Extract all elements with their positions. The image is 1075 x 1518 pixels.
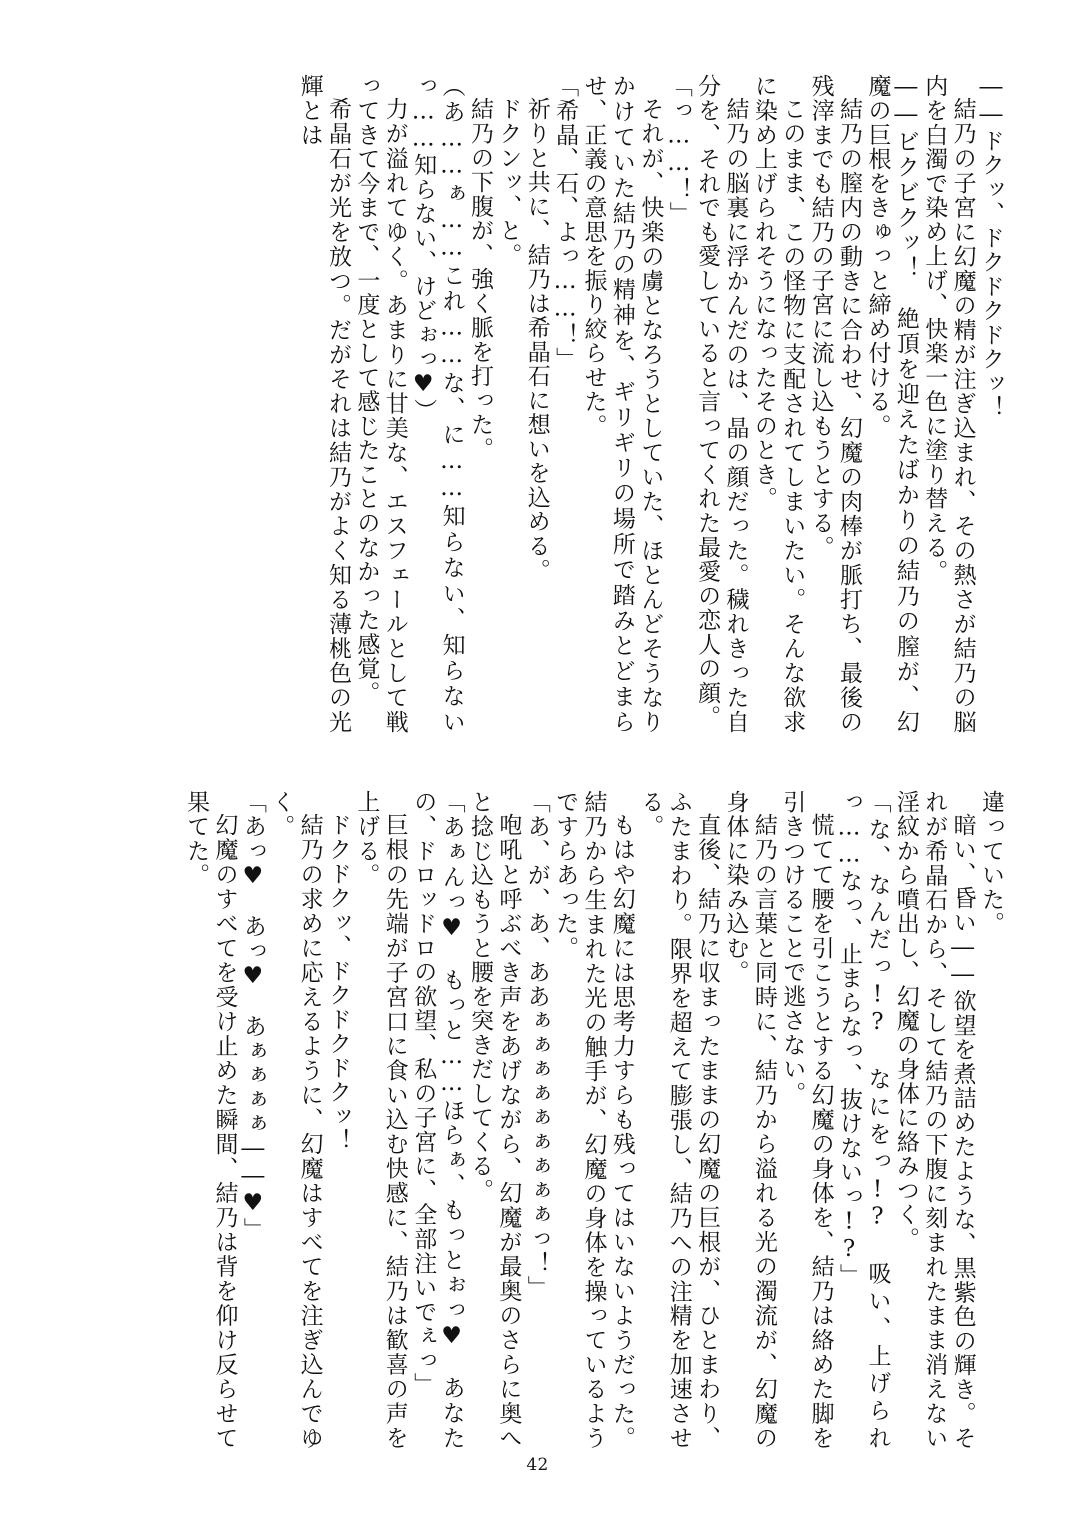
paragraph: 結乃の子宮に幻魔の精が注ぎ込まれ、その熱さが結乃の脳内を白濁で染め上げ、快楽一色に塗り替える。 <box>921 74 976 734</box>
paragraph: 暗い、昏い――欲望を煮詰めたような、黒紫色の輝き。それが希晶石から、そして結乃の下腹に刻まれたまま消えない淫紋から噴出し、幻魔の身体に絡みつく。 <box>892 790 976 1450</box>
paragraph: 巨根の先端が子宮口に食い込む快感に、結乃は歓喜の声を上げる。 <box>353 790 408 1450</box>
paragraph: 結乃の膣内の動きに合わせ、幻魔の肉棒が脈打ち、最後の残滓までも結乃の子宮に流し込もうとする。 <box>807 74 863 734</box>
paragraph: 「っ……！」 <box>665 74 692 226</box>
paragraph: それが、快楽の虜となろうとしていた、ほとんどそうなりかけていた結乃の精神を、ギリギリの場所で踏みとどまらせ、正義の意思を振り絞らせた。 <box>580 74 664 734</box>
paragraph: 結乃の下腹が、強く脈を打った。 <box>466 97 493 461</box>
paragraph: 幻魔のすべてを受け止めた瞬間、結乃は背を仰け反らせて果てた。 <box>183 790 238 1450</box>
paragraph: 結乃の言葉と同時に、結乃から溢れる光の濁流が、幻魔の身体に染み込む。 <box>722 790 777 1450</box>
paragraph: 結乃の脳裏に浮かんだのは、晶の顔だった。穢れきった自分を、それでも愛していると言ってくれた最愛の恋人の顔。 <box>694 74 749 734</box>
paragraph: このまま、この怪物に支配されてしまいたい。そんな欲求に染め上げられそうになったそのとき。 <box>750 74 806 734</box>
paragraph: 結乃の求めに応えるように、幻魔はすべてを注ぎ込んでゆく。 <box>268 790 323 1450</box>
paragraph: 力が溢れてゆく。あまりに甘美な、エスフェールとして戦ってきて今まで、一度として感じたことのなかった感覚。 <box>353 74 408 734</box>
paragraph: 「あ、が、あ、ああぁぁぁぁぁぁぁぁぁっ！」 <box>523 790 550 1300</box>
paragraph: 希晶石が光を放つ。だがそれは結乃がよく知る薄桃色の光輝とは <box>296 74 352 734</box>
paragraph: 直後、結乃に収まったままの幻魔の巨根が、ひとまわり、ふたまわり。限界を超えて膨張し、結乃への注精を加速させる。 <box>637 790 721 1450</box>
page-number: 42 <box>526 1455 549 1475</box>
paragraph: 「あっ♥ あっ♥ あぁぁぁぁ――♥」 <box>239 790 266 1242</box>
paragraph: 違っていた。 <box>978 790 1004 936</box>
paragraph: 慌てて腰を引こうとする幻魔の身体を、結乃は絡めた脚を引きつけることで逃さない。 <box>779 790 834 1450</box>
paragraph: 祈りと共に、結乃は希晶石に想いを込める。 <box>523 97 550 583</box>
upper-text-block <box>97 74 1005 734</box>
lower-text-block <box>97 790 1005 1450</box>
paragraph: ――ビクビクッ！ 絶頂を迎えたばかりの結乃の膣が、幻魔の巨根をきゅっと締め付ける。 <box>864 74 919 734</box>
paragraph: 咆吼と呼ぶべき声をあげながら、幻魔が最奥のさらに奥へと捻じ込もうと腰を突きだしてくる。 <box>466 790 522 1450</box>
paragraph: もはや幻魔には思考力すらも残ってはいないようだった。結乃から生まれた光の触手が、幻魔の身体を操っているようですらあった。 <box>552 790 635 1450</box>
paragraph: 「な、なんだっ!? なにをっ!? 吸い、上げられっ……なっ、止まらなっ、抜けないっ!?」 <box>836 790 891 1450</box>
paragraph: 「希晶、石、よっ……！」 <box>552 74 579 372</box>
paragraph: ドクドクッ、ドクドクドクッ！ <box>325 813 352 1153</box>
paragraph: ――ドクッ、ドクドクドクッ！ <box>978 74 1004 420</box>
paragraph: （あ……ぁ……これ……な、に……知らない、知らないっ……知らない、けどぉっ♥） <box>410 74 465 734</box>
paragraph: ドクンッ、と。 <box>495 97 522 267</box>
paragraph: 「あぁんっ♥ もっと……ほらぁ、もっとぉっ♥ あなたの、ドロッドロの欲望、私の子宮に、全部注いでぇっ」 <box>410 790 465 1450</box>
